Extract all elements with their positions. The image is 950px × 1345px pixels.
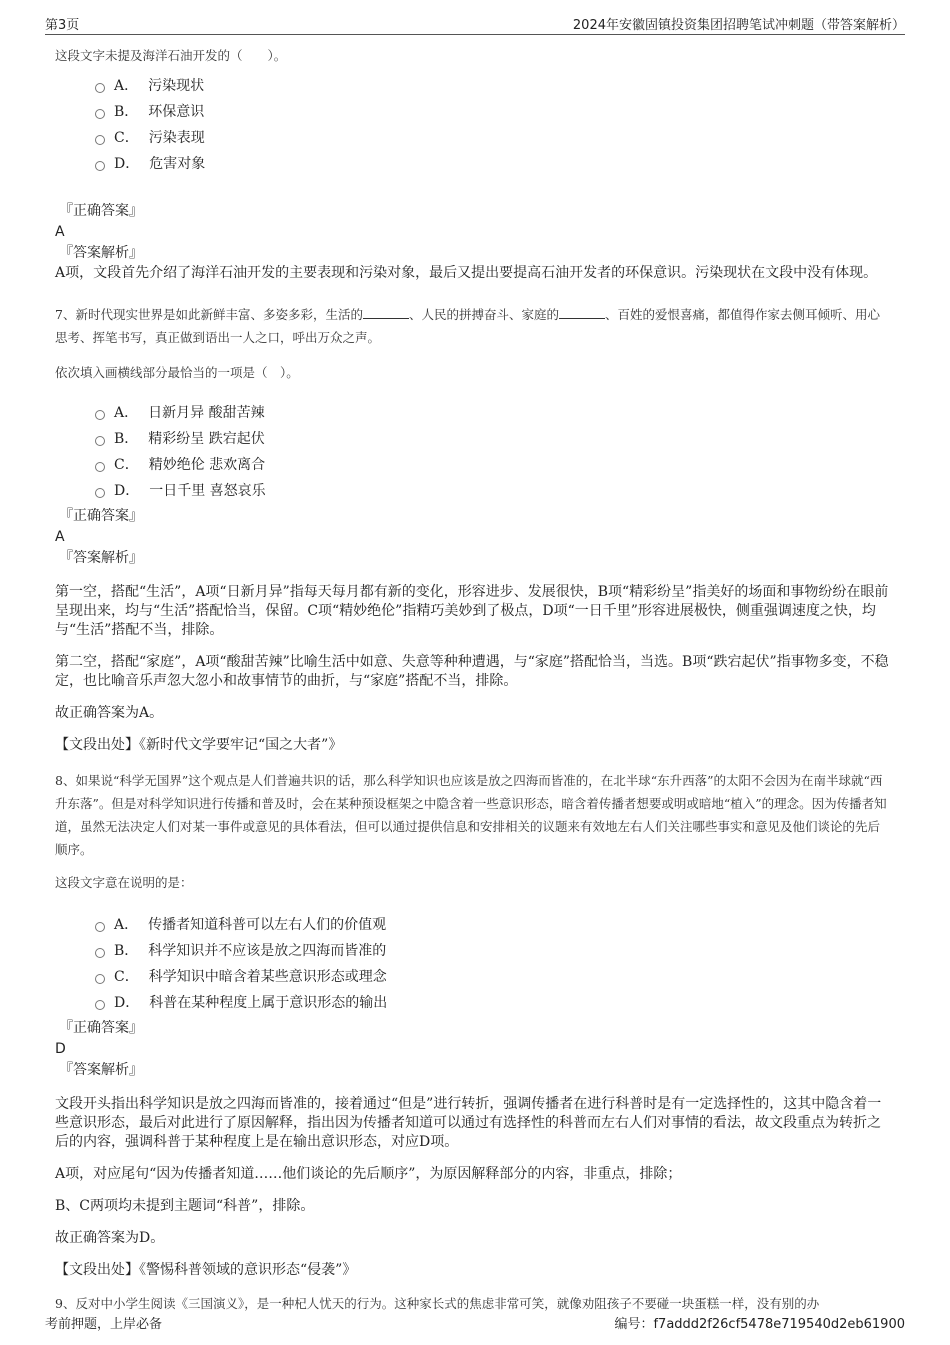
radio-icon[interactable]: [95, 462, 105, 472]
option-list: [95, 400, 890, 504]
option-a[interactable]: A． 传播者知道科普可以左右人们的价值观: [95, 912, 890, 938]
answer-label: 『正确答案』: [59, 508, 143, 524]
radio-icon[interactable]: [95, 948, 105, 958]
option-a[interactable]: A． 污染现状: [95, 73, 890, 99]
analysis-paragraph: 第二空，搭配“家庭”，A项“酸甜苦辣”比喻生活中如意、失意等种种遭遇，与“家庭”搭配恰当，当选。B项“跌宕起伏”指事物多变，不稳定，也比喻音乐声忽大忽小和故事情节的曲折，与“家庭”搭配不当，排除。: [55, 654, 889, 689]
blank-line: [559, 306, 605, 319]
analysis-paragraph: B、C两项均未提到主题词“科普”，排除。: [55, 1198, 315, 1214]
correct-answer: D: [55, 1041, 66, 1057]
option-b[interactable]: B． 精彩纷呈 跌宕起伏: [95, 426, 890, 452]
option-d[interactable]: D． 危害对象: [95, 151, 890, 177]
question-stem: 9、反对中小学生阅读《三国演义》，是一种杞人忧天的行为。这种家长式的焦虑非常可笑，就像劝阻孩子不要碰一块蛋糕一样，没有别的办: [55, 1296, 820, 1311]
radio-icon[interactable]: [95, 135, 105, 145]
option-d[interactable]: D． 科普在某种程度上属于意识形态的输出: [95, 990, 890, 1016]
source-citation: 【文段出处】《警惕科普领域的意识形态“侵袭”》: [55, 1262, 357, 1278]
analysis-label: 『答案解析』: [59, 245, 143, 261]
option-list: [95, 912, 890, 1016]
analysis-paragraph: 第一空，搭配“生活”，A项“日新月异”指每天每月都有新的变化，形容进步、发展很快，B项“精彩纷呈”指美好的场面和事物纷纷在眼前呈现出来，均与“生活”搭配恰当，保留。C项“精妙绝伦”指精巧美妙到了极点，D项“一日千里”形容进展极快，侧重强调速度之快，均与“生活”搭配不当，排除。: [55, 584, 889, 638]
page-content: [55, 44, 890, 1316]
question-stem: 这段文字未提及海洋石油开发的（ ）。: [55, 48, 287, 63]
option-list: [95, 73, 890, 177]
blank-line: [363, 306, 409, 319]
answer-label: 『正确答案』: [59, 1020, 143, 1036]
correct-answer: A: [55, 529, 65, 545]
option-c[interactable]: C． 科学知识中暗含着某些意识形态或理念: [95, 964, 890, 990]
analysis-text: A项，文段首先介绍了海洋石油开发的主要表现和污染对象，最后又提出要提高石油开发者的环保意识。污染现状在文段中没有体现。: [55, 265, 878, 281]
page-header: [45, 12, 905, 35]
option-d[interactable]: D． 一日千里 喜怒哀乐: [95, 478, 890, 504]
analysis-paragraph: 文段开头指出科学知识是放之四海而皆准的，接着通过“但是”进行转折，强调传播者在进行科普时是有一定选择性的，这其中隐含着一些意识形态，最后对此进行了原因解释，指出因为传播者知道可以通过有选择性的科普而左右人们对事情的看法，故文段重点为转折之后的内容，强调科普于某种程度上是在输出意识形态，对应D项。: [55, 1096, 882, 1150]
radio-icon[interactable]: [95, 974, 105, 984]
page-number: 第3页: [45, 18, 80, 33]
radio-icon[interactable]: [95, 109, 105, 119]
option-a[interactable]: A． 日新月异 酸甜苦辣: [95, 400, 890, 426]
question-6: [55, 44, 890, 283]
correct-answer: A: [55, 224, 65, 240]
question-stem: 8、如果说“科学无国界”这个观点是人们普遍共识的话，那么科学知识也应该是放之四海而皆准的，在北半球“东升西落”的太阳不会因为在南半球就“西升东落”。但是对科学知识进行传播和普及时，会在某种预设框架之中隐含着一些意识形态，暗含着传播者想要或明或暗地“植入”的理念。因为传播者知道，虽然无法决定人们对某一事件或意见的具体看法，但可以通过提供信息和安排相关的议题来有效地左右人们关注哪些事实和意见及他们谈论的先后顺序。: [55, 773, 887, 857]
analysis-conclusion: 故正确答案为A。: [55, 705, 164, 721]
question-8: [55, 769, 890, 1280]
radio-icon[interactable]: [95, 488, 105, 498]
radio-icon[interactable]: [95, 410, 105, 420]
question-7: [55, 303, 890, 755]
radio-icon[interactable]: [95, 161, 105, 171]
option-c[interactable]: C． 污染表现: [95, 125, 890, 151]
option-b[interactable]: B． 环保意识: [95, 99, 890, 125]
radio-icon[interactable]: [95, 922, 105, 932]
analysis-label: 『答案解析』: [59, 550, 143, 566]
answer-label: 『正确答案』: [59, 203, 143, 219]
question-prompt: 依次填入画横线部分最恰当的一项是（ ）。: [55, 365, 299, 380]
source-citation: 【文段出处】《新时代文学要牢记“国之大者”》: [55, 737, 343, 753]
radio-icon[interactable]: [95, 436, 105, 446]
radio-icon[interactable]: [95, 1000, 105, 1010]
analysis-conclusion: 故正确答案为D。: [55, 1230, 165, 1246]
option-c[interactable]: C． 精妙绝伦 悲欢离合: [95, 452, 890, 478]
question-prompt: 这段文字意在说明的是：: [55, 875, 193, 890]
analysis-label: 『答案解析』: [59, 1062, 143, 1078]
analysis-paragraph: A项，对应尾句“因为传播者知道……他们谈论的先后顺序”，为原因解释部分的内容，非重点，排除；: [55, 1166, 682, 1182]
radio-icon[interactable]: [95, 83, 105, 93]
option-b[interactable]: B． 科学知识并不应该是放之四海而皆准的: [95, 938, 890, 964]
document-title: 2024年安徽固镇投资集团招聘笔试冲刺题（带答案解析）: [572, 18, 905, 33]
question-stem: 7、新时代现实世界是如此新鲜丰富、多姿多彩，生活的 、人民的拼搏奋斗、家庭的 、百姓的爱恨喜痛，都值得作家去侧耳倾听、用心思考、挥笔书写，真正做到语出一人之口，呼出万众之声。: [55, 307, 880, 345]
document-code: 编号：f7addd2f26cf5478e719540d2eb61900: [614, 1317, 905, 1332]
footer-slogan: 考前押题，上岸必备: [45, 1317, 163, 1332]
